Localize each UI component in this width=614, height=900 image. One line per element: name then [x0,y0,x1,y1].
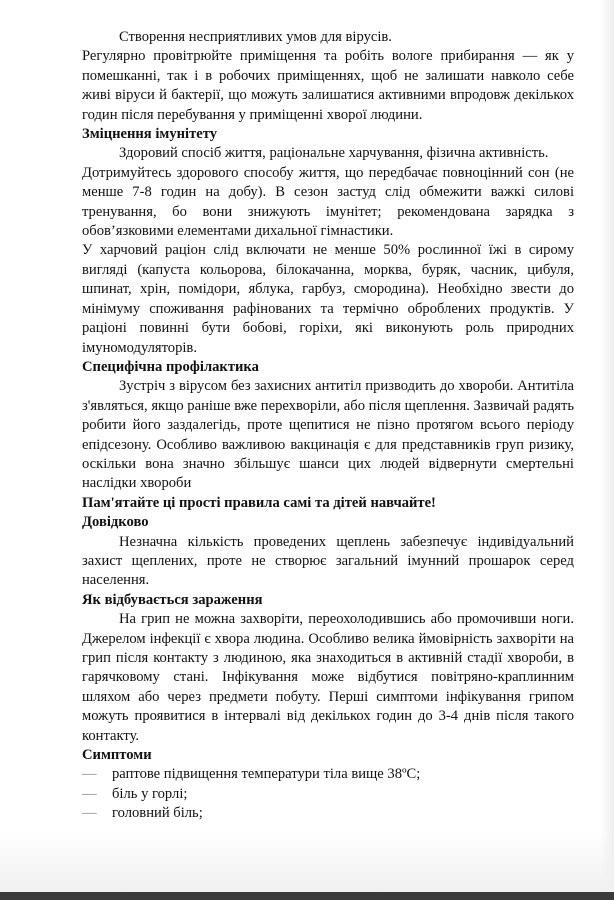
lifestyle-paragraph: Дотримуйтесь здорового способу життя, що передбачає повноцінний сон (не менше 7-8 годин на добу). В сезон застуд слід обмежити важкі силові тренування, бо вони знижують імунітет; рекомендована зарядка з обов’язковими елементами дихальної гімнастики. [82,164,574,240]
list-item-text: біль у горлі; [112,785,188,802]
heading-immunity: Зміцнення імунітету [82,126,218,143]
healthy-lifestyle-line: Здоровий спосіб життя, раціональне харчування, фізична активність. [119,145,549,162]
list-item [82,804,574,823]
list-item-text: раптове підвищення температури тіла вище 38ºC; [112,766,421,783]
list-item-text: головний біль; [112,805,203,822]
scan-edge [600,0,614,900]
heading-specific-prevention: Специфічна профілактика [82,358,259,375]
intro-line: Створення несприятливих умов для вірусів. [119,29,392,45]
symptoms-list [82,765,574,823]
scan-shade [0,832,614,892]
list-item [82,765,574,784]
infection-paragraph: На грип не можна захворіти, переохолодившись або промочивши ноги. Джерелом інфекції є хвора людина. Особливо велика ймовірність захворіти на грип після контакту з людиною, яка знаходиться в активній стадії хвороби, в гарячковому стані. Інфікування може відбутися повітряно-краплинним шляхом або через предмети побуту. Перші симптоми інфікування грипом можуть проявитися в інтервалі від декількох годин до 3-4 днів після такого контакту. [82,611,574,744]
scan-bottom-band [0,892,614,900]
ventilation-paragraph: Регулярно провітрюйте приміщення та робіть вологе прибирання — як у помешканні, так і в робочих приміщеннях, щоб не залишати навколо себе живі віруси й бактерії, що можуть залишатися активними впродовж декількох годин після перебування у приміщенні хворої людини. [82,48,574,123]
reminder-line: Пам'ятайте ці прості правила самі та дітей навчайте! [82,494,436,511]
dash-bullet: — [82,785,97,802]
heading-infection: Як відбувається зараження [82,591,263,608]
reference-paragraph: Незначна кількість проведених щеплень забезпечує індивідуальний захист щеплених, проте не створює загальний імунний прошарок серед населення. [82,533,574,589]
vaccination-paragraph: Зустріч з вірусом без захисних антитіл призводить до хвороби. Антитіла з'являться, якщо раніше вже перехворіли, або після щеплення. Зазвичай радять робити його заздалегідь, проте щепитися не пізно протягом всього періоду епідсезону. Особливо важливою вакцинація є для представників груп ризику, оскільки вона значно збільшує шанси цих людей відвернути смертельні наслідки хвороби [82,378,575,492]
dash-bullet: — [82,805,97,822]
heading-symptoms: Симптоми [82,747,152,764]
diet-paragraph: У харчовий раціон слід включати не менше 50% рослинної їжі в сирому вигляді (капуста кольорова, білокачанна, морква, буряк, часник, цибуля, шпинат, хрін, помідори, яблука, гарбуз, смородина). Необхідно звести до мінімуму споживання рафінованих та термічно оброблених продуктів. У раціоні повинні бути бобові, горіхи, які виконують роль природних імуномодуляторів. [82,242,574,356]
list-item [82,785,574,804]
dash-bullet: — [82,766,97,783]
document-body [82,28,574,824]
heading-reference: Довідково [82,514,149,531]
